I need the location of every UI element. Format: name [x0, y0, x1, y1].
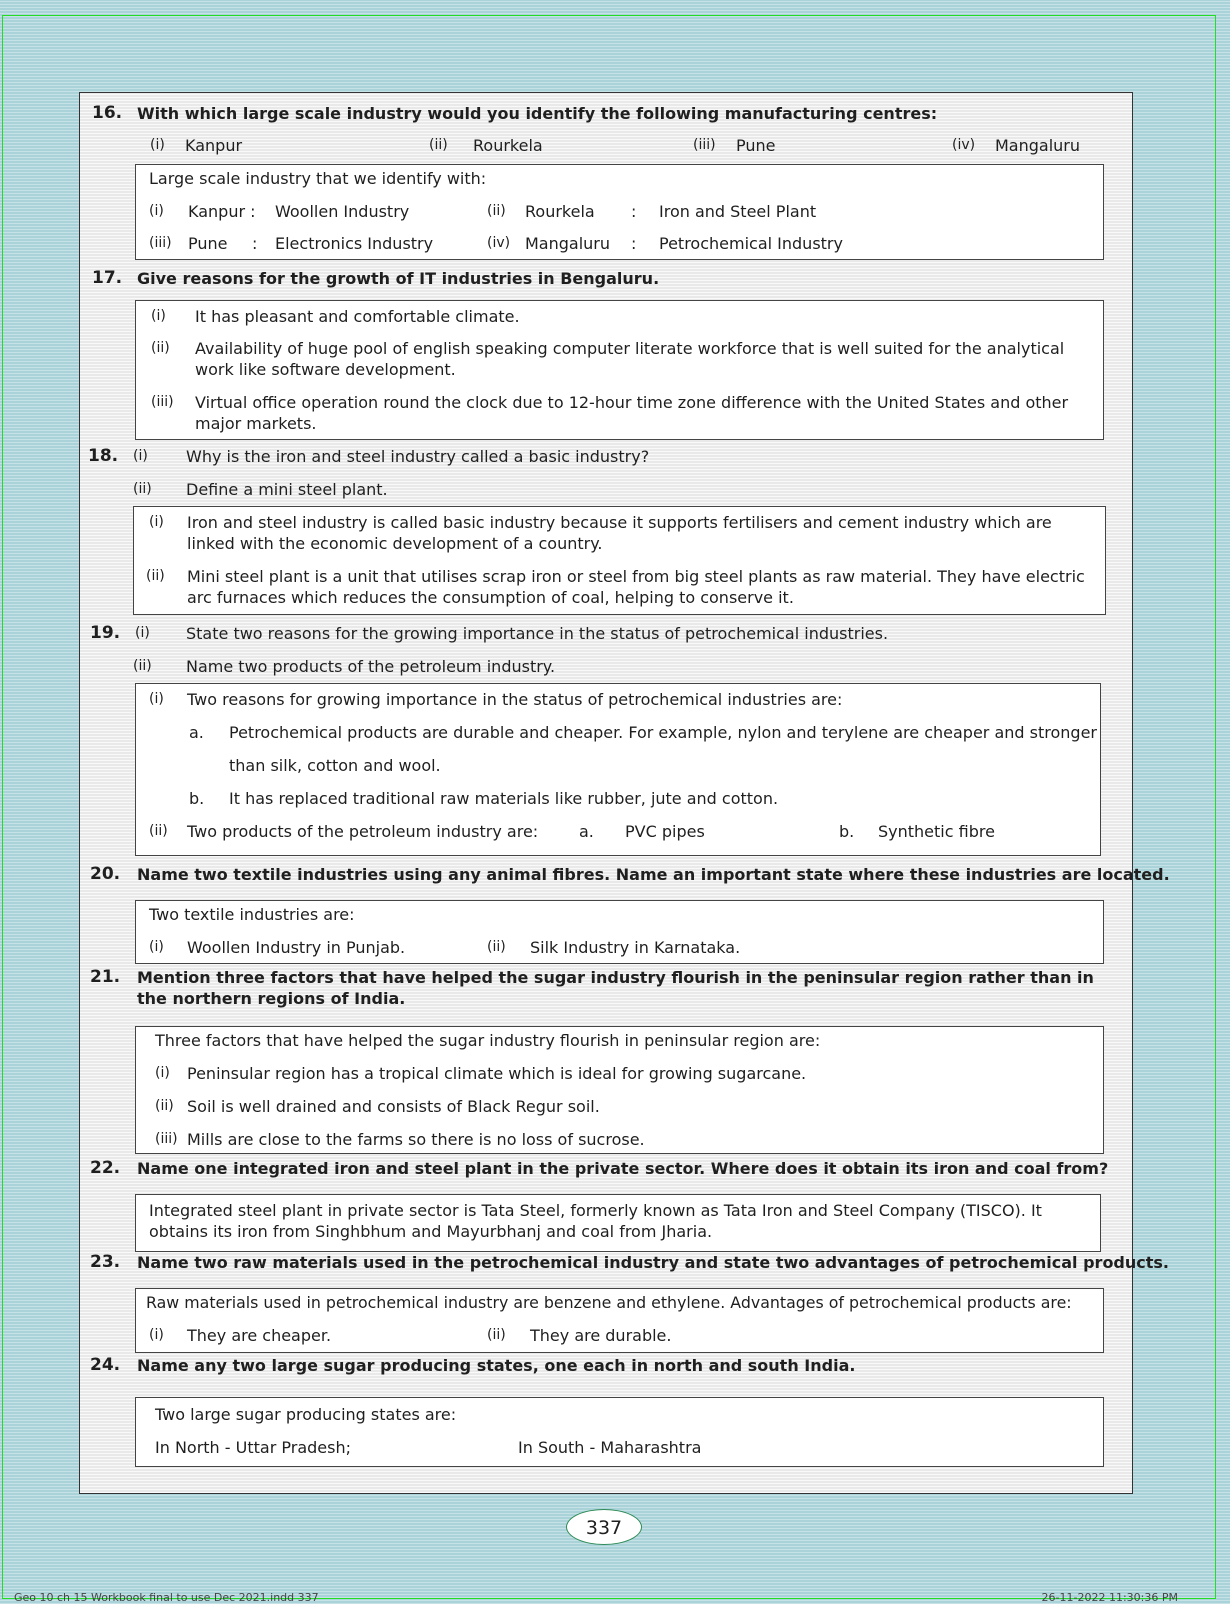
roman-numeral: (iii) — [151, 394, 174, 410]
answer-text: In South - Maharashtra — [518, 1438, 702, 1457]
product-name: PVC pipes — [625, 822, 705, 841]
q19-part-text: Name two products of the petroleum industry. — [186, 657, 556, 676]
q16-opt-no: (iv) — [952, 137, 976, 153]
separator: : — [631, 234, 637, 253]
q16-opt-label: Mangaluru — [995, 136, 1081, 155]
roman-numeral: (ii) — [151, 340, 170, 356]
q22-answer-box — [135, 1194, 1101, 1252]
q24-question: Name any two large sugar producing states, one each in north and south India. — [137, 1356, 856, 1375]
sub-letter: a. — [189, 723, 204, 742]
answer-intro: Raw materials used in petrochemical industry are benzene and ethylene. Advantages of petrochemical products are: — [146, 1293, 1072, 1312]
q18-number: 18. — [88, 446, 119, 466]
roman-numeral: (ii) — [487, 1327, 506, 1343]
q23-answer-box — [135, 1288, 1104, 1353]
roman-numeral: (i) — [149, 1327, 164, 1343]
industry-name: Petrochemical Industry — [659, 234, 843, 253]
q16-opt-label: Pune — [736, 136, 776, 155]
answer-text: than silk, cotton and wool. — [229, 756, 441, 775]
answer-text: In North - Uttar Pradesh; — [155, 1438, 351, 1457]
q17-question: Give reasons for the growth of IT industries in Bengaluru. — [137, 269, 660, 288]
answer-text: Iron and steel industry is called basic industry because it supports fertilisers and cement industry which are linked with the economic development of a country. — [187, 513, 1052, 553]
answer-text: Woollen Industry in Punjab. — [187, 938, 406, 957]
answer-text: Virtual office operation round the clock due to 12-hour time zone difference with the United States and other major markets. — [195, 393, 1069, 433]
q20-question: Name two textile industries using any animal fibres. Name an important state where these industries are located. — [137, 865, 1170, 884]
q16-opt-no: (ii) — [429, 137, 448, 153]
roman-numeral: (iv) — [487, 235, 511, 251]
roman-numeral: (i) — [149, 514, 164, 530]
answer-intro: Large scale industry that we identify with: — [149, 169, 487, 188]
roman-numeral: (ii) — [487, 203, 506, 219]
roman-numeral: (i) — [155, 1065, 170, 1081]
page-number: 337 — [566, 1509, 642, 1545]
industry-name: Iron and Steel Plant — [659, 202, 817, 221]
q21-number: 21. — [90, 967, 121, 987]
roman-numeral: (ii) — [487, 939, 506, 955]
q19-part-no: (i) — [135, 625, 150, 641]
q19-number: 19. — [90, 623, 121, 643]
q19-part-text: State two reasons for the growing importance in the status of petrochemical industries. — [186, 624, 889, 643]
answer-text: It has pleasant and comfortable climate. — [195, 307, 520, 326]
roman-numeral: (i) — [151, 308, 166, 324]
q18-part-no: (ii) — [133, 481, 152, 497]
answer-text: Petrochemical products are durable and cheaper. For example, nylon and terylene are cheaper and stronger — [229, 723, 1097, 742]
answer-text: Mini steel plant is a unit that utilises scrap iron or steel from big steel plants as raw material. They have electric arc furnaces which reduces the consumption of coal, helping to conserve it. — [187, 567, 1085, 607]
q19-part-no: (ii) — [133, 658, 152, 674]
roman-numeral: (i) — [149, 203, 164, 219]
sub-letter: b. — [839, 822, 855, 841]
q16-opt-no: (i) — [150, 137, 165, 153]
q20-number: 20. — [90, 864, 121, 884]
roman-numeral: (i) — [149, 691, 164, 707]
q21-answer-box — [135, 1026, 1104, 1154]
q16-opt-label: Kanpur — [185, 136, 243, 155]
q16-opt-label: Rourkela — [473, 136, 543, 155]
q22-question: Name one integrated iron and steel plant in the private sector. Where does it obtain its iron and coal from? — [137, 1159, 1109, 1178]
answer-text: It has replaced traditional raw materials like rubber, jute and cotton. — [229, 789, 779, 808]
q21-question: Mention three factors that have helped the sugar industry flourish in the peninsular region rather than in the northern regions of India. — [137, 968, 1094, 1008]
answer-text: Peninsular region has a tropical climate which is ideal for growing sugarcane. — [187, 1064, 807, 1083]
separator: : — [631, 202, 637, 221]
answer-text: They are durable. — [530, 1326, 672, 1345]
answer-text: Mills are close to the farms so there is no loss of sucrose. — [187, 1130, 645, 1149]
roman-numeral: (ii) — [155, 1098, 174, 1114]
q23-question: Name two raw materials used in the petrochemical industry and state two advantages of petrochemical products. — [137, 1253, 1170, 1272]
questions-panel — [79, 92, 1170, 1494]
place-name: Rourkela — [525, 202, 595, 221]
industry-name: Woollen Industry — [275, 202, 410, 221]
answer-intro: Two textile industries are: — [149, 905, 355, 924]
answer-intro: Two large sugar producing states are: — [155, 1405, 457, 1424]
q20-answer-box — [135, 900, 1104, 964]
q24-number: 24. — [90, 1355, 121, 1375]
q22-number: 22. — [90, 1158, 121, 1178]
file-slug: Geo 10 ch 15 Workbook final to use Dec 2021.indd 337 — [14, 1591, 319, 1604]
q17-answer-box — [135, 300, 1104, 440]
place-name: Mangaluru — [525, 234, 611, 253]
q24-answer-box — [135, 1397, 1104, 1467]
roman-numeral: (iii) — [149, 235, 172, 251]
q16-answer-box — [135, 164, 1104, 260]
place-name: Kanpur : — [188, 202, 256, 221]
roman-numeral: (ii) — [146, 568, 165, 584]
separator: : — [252, 234, 258, 253]
roman-numeral: (ii) — [149, 823, 168, 839]
q17-number: 17. — [92, 268, 123, 288]
q19-answer-box — [135, 683, 1101, 856]
answer-text: Availability of huge pool of english speaking computer literate workforce that is well suited for the analytical work like software development. — [195, 339, 1065, 379]
answer-text: Integrated steel plant in private sector is Tata Steel, formerly known as Tata Iron and Steel Company (TISCO). It obtains its iron from Singhbhum and Mayurbhanj and coal from Jharia. — [149, 1201, 1042, 1241]
q16-question: With which large scale industry would you identify the following manufacturing centres: — [137, 104, 938, 123]
q16-number: 16. — [92, 103, 123, 123]
place-name: Pune — [188, 234, 228, 253]
q18-answer-box — [133, 506, 1106, 615]
answer-text: Silk Industry in Karnataka. — [530, 938, 741, 957]
answer-text: Two products of the petroleum industry are: — [187, 822, 539, 841]
q23-number: 23. — [90, 1252, 121, 1272]
answer-text: Two reasons for growing importance in the status of petrochemical industries are: — [187, 690, 843, 709]
sub-letter: b. — [189, 789, 205, 808]
industry-name: Electronics Industry — [275, 234, 434, 253]
q16-opt-no: (iii) — [693, 137, 716, 153]
answer-text: They are cheaper. — [187, 1326, 332, 1345]
timestamp-slug: 26-11-2022 11:30:36 PM — [1041, 1591, 1178, 1604]
roman-numeral: (i) — [149, 939, 164, 955]
roman-numeral: (iii) — [155, 1131, 178, 1147]
q18-part-text: Define a mini steel plant. — [186, 480, 388, 499]
product-name: Synthetic fibre — [878, 822, 995, 841]
answer-intro: Three factors that have helped the sugar industry flourish in peninsular region are: — [155, 1031, 821, 1050]
q18-part-no: (i) — [133, 448, 148, 464]
q18-part-text: Why is the iron and steel industry called a basic industry? — [186, 447, 650, 466]
sub-letter: a. — [579, 822, 594, 841]
answer-text: Soil is well drained and consists of Black Regur soil. — [187, 1097, 600, 1116]
